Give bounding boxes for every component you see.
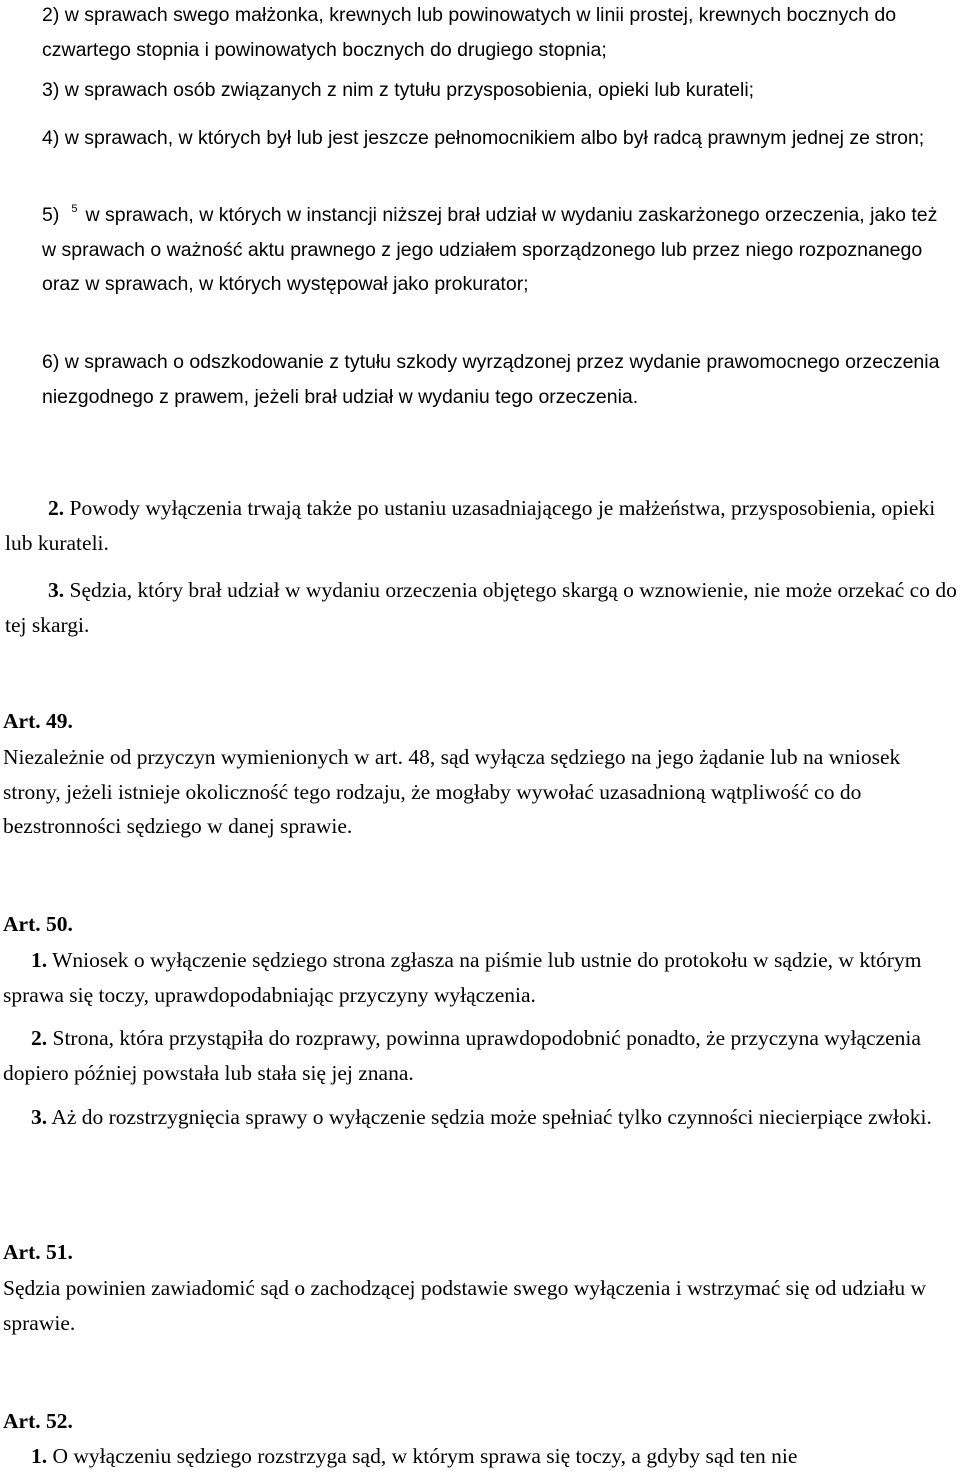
paragraph-text: Aż do rozstrzygnięcia sprawy o wyłączenie sędzia może spełniać tylko czynności niecierpiące zwłoki. (47, 1105, 932, 1129)
paragraph-text: Strona, która przystąpiła do rozprawy, powinna uprawdopodobnić ponadto, że przyczyna wyłączenia dopiero później powstała lub stała się jej znana. (3, 1026, 921, 1085)
paragraph-number: 3. (48, 578, 65, 602)
paragraph-number: 2. (48, 496, 65, 520)
paragraph-text: O wyłączeniu sędziego rozstrzyga sąd, w którym sprawa się toczy, a gdyby sąd ten nie (47, 1444, 798, 1468)
list-item-3: 3) w sprawach osób związanych z nim z tytułu przysposobienia, opieki lub kurateli; (42, 79, 755, 101)
paragraph-3 (3, 1100, 958, 1135)
paragraph-text: Wniosek o wyłączenie sędziego strona zgłasza na piśmie lub ustnie do protokołu w sądzie, w którym sprawa się toczy, uprawdopodabniając przyczyny wyłączenia. (3, 948, 922, 1007)
paragraph-number: 1. (31, 948, 48, 972)
paragraph-2 (5, 491, 960, 560)
paragraph-text: Powody wyłączenia trwają także po ustaniu uzasadniającego je małżeństwa, przysposobienia, opieki lub kurateli. (5, 496, 936, 555)
article-text: Sędzia powinien zawiadomić sąd o zachodzącej podstawie swego wyłączenia i wstrzymać się od udziału w sprawie. (3, 1276, 926, 1335)
list-item-5 (42, 198, 942, 302)
article-heading: Art. 50. (3, 912, 73, 936)
paragraph-text: Sędzia, który brał udział w wydaniu orzeczenia objętego skargą o wznowienie, nie może orzekać co do tej skargi. (5, 578, 957, 637)
paragraph-number: 1. (31, 1444, 48, 1468)
list-item-5-prefix: 5) (42, 204, 60, 226)
article-heading: Art. 52. (3, 1409, 73, 1433)
paragraph-1 (3, 1439, 958, 1474)
paragraph-1 (3, 943, 958, 1012)
article-heading: Art. 49. (3, 709, 73, 733)
list-item-6: 6) w sprawach o odszkodowanie z tytułu szkody wyrządzonej przez wydanie prawomocnego orzeczenia niezgodnego z prawem, jeżeli brał udział w wydaniu tego orzeczenia. (42, 351, 940, 408)
list-item-2: 2) w sprawach swego małżonka, krewnych lub powinowatych w linii prostej, krewnych bocznych do czwartego stopnia i powinowatych bocznych do drugiego stopnia; (42, 4, 897, 61)
article-text: Niezależnie od przyczyn wymienionych w art. 48, sąd wyłącza sędziego na jego żądanie lub na wniosek strony, jeżeli istnieje okoliczność tego rodzaju, że mogłaby wywołać uzasadnioną wątpliwość co do bezstronności sędziego w danej sprawie. (3, 745, 901, 838)
list-item-4: 4) w sprawach, w których był lub jest jeszcze pełnomocnikiem albo był radcą prawnym jednej ze stron; (42, 127, 925, 149)
footnote-marker: 5 (71, 203, 78, 215)
article-heading: Art. 51. (3, 1240, 73, 1264)
list-item-5-text: w sprawach, w których w instancji niższej brał udział w wydaniu zaskarżonego orzeczenia, jako też w sprawach o ważność aktu prawnego z jego udziałem sporządzonego lub przez niego rozpoznanego oraz w sprawach, w których występował jako prokurator; (42, 204, 938, 295)
paragraph-number: 3. (31, 1105, 48, 1129)
paragraph-2 (3, 1021, 958, 1090)
paragraph-3 (5, 573, 960, 642)
paragraph-number: 2. (31, 1026, 48, 1050)
